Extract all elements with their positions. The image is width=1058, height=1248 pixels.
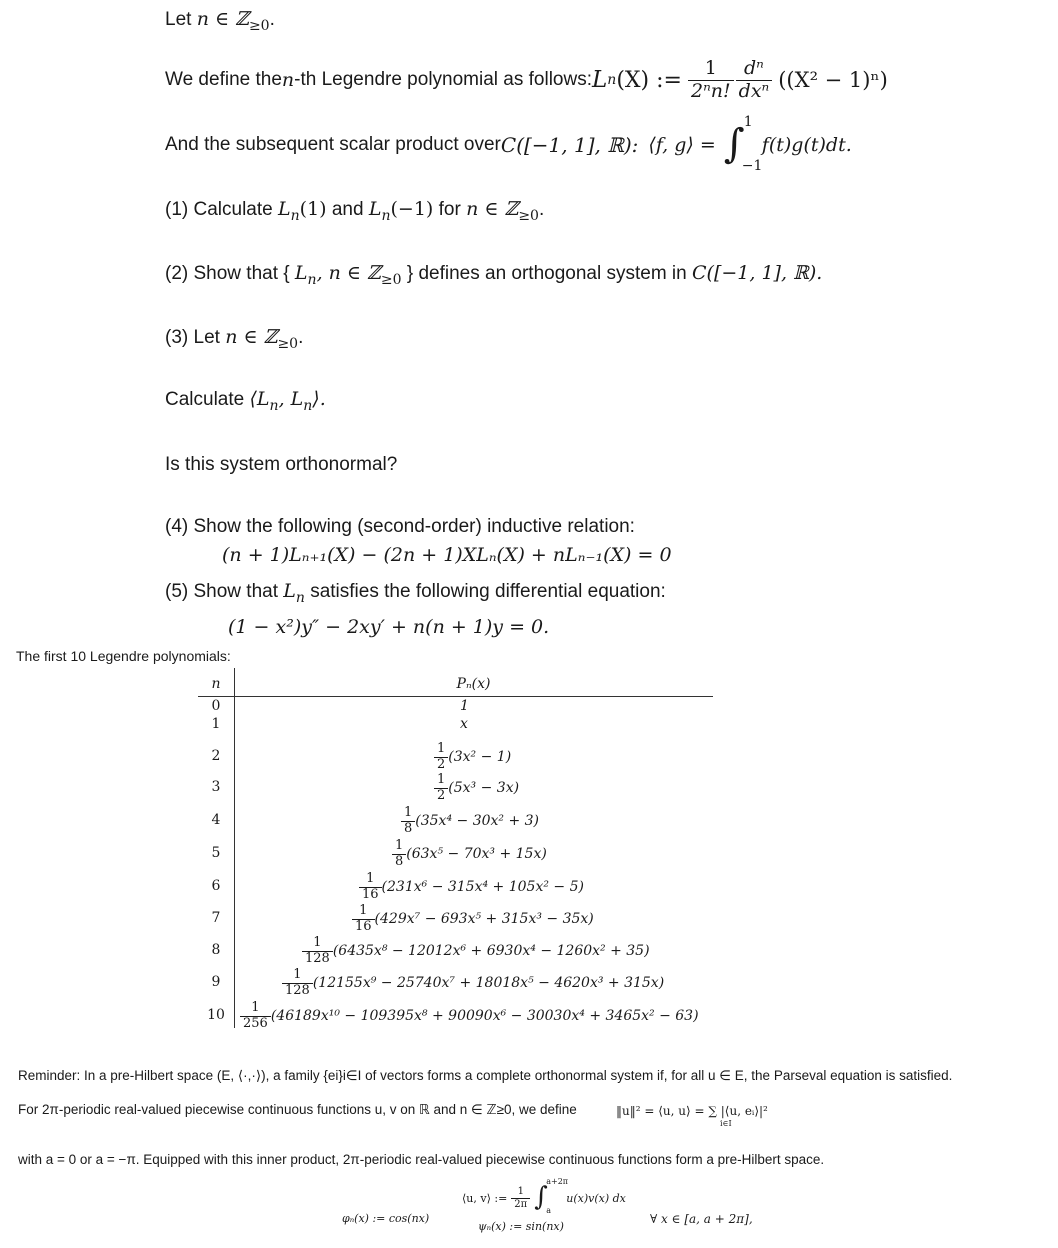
table-cell-polynomial [401, 806, 539, 837]
coefficient-fraction: $\frac{1}{2}$ [434, 773, 448, 804]
table-cell-polynomial [282, 968, 664, 999]
orthonormal-question: Is this system orthonormal? [165, 454, 398, 475]
coefficient-fraction: $\frac{1}{128}$ [302, 936, 333, 967]
reminder-line-1: Reminder: In a pre-Hilbert space (E, ⟨·,·⟩), a family {ei}i∈I of vectors forms a complete orthonormal system if, for all u ∈ E, the Parseval equation is satisfied. [18, 1068, 953, 1083]
table-cell-polynomial [434, 742, 511, 773]
table-cell-n: 1 [211, 716, 221, 732]
table-caption: The first 10 Legendre polynomials: [16, 648, 231, 664]
definition-fraction-1: $\frac{1}{\text{2ⁿn!}}$ [688, 58, 734, 103]
table-column-rule [234, 668, 235, 1028]
table-cell-n: 8 [211, 942, 221, 958]
polynomial-expression: (12155x⁹ − 25740x⁷ + 18018x⁵ − 4620x³ + 315x) [312, 975, 665, 992]
calculate-line: Calculate $⟨L_n$, $L_n⟩$. [165, 388, 326, 414]
coefficient-fraction: $\frac{1}{8}$ [401, 806, 415, 837]
coefficient-fraction: $\frac{1}{128}$ [282, 968, 313, 999]
table-header-p: Pₙ(x) [456, 676, 491, 692]
forall-condition: ∀ x ∈ [a, a + 2π], [650, 1212, 753, 1226]
polynomial-expression: (3x² − 1) [448, 749, 512, 766]
polynomial-expression: (231x⁶ − 315x⁴ + 105x² − 5) [381, 879, 584, 896]
polynomial-expression: (46189x¹⁰ − 109395x⁸ + 90090x⁶ − 30030x⁴ + 3465x² − 63) [270, 1008, 699, 1025]
table-cell-polynomial [359, 872, 584, 903]
reminder-line-3: with a = 0 or a = −π. Equipped with this inner product, 2π-periodic real-valued piecewise continuous functions form a pre-Hilbert space. [18, 1152, 825, 1167]
inner-product-formula: ⟨u, v⟩ := $\frac{1}{2\pi}$ ∫ a+2π a u(x)v(x) dx [462, 1177, 626, 1215]
table-cell-n: 3 [211, 779, 221, 795]
table-header-rule [198, 696, 713, 697]
table-cell-n: 4 [211, 812, 221, 828]
table-cell-polynomial [392, 839, 547, 870]
coefficient-fraction: $\frac{1}{2}$ [434, 742, 448, 773]
definition-line: We define the n -th Legendre polynomial as follows: L n (X) := $\frac{1}{\text{2ⁿn!}}$ $\frac{\text{dⁿ}}{\text{dxⁿ}}$ ((X² − 1)ⁿ) [165, 56, 888, 102]
integral-sign: ∫ 1 −1 [723, 114, 763, 174]
intro-line: Let n ∈ ℤ$_{\ge 0}$. [165, 8, 275, 34]
parseval-equation: ‖u‖² = ⟨u, u⟩ = ∑ |⟨u, eᵢ⟩|² i∈I [616, 1104, 768, 1128]
recurrence-equation: (n + 1)Lₙ₊₁(X) − (2n + 1)XLₙ(X) + nLₙ₋₁(X) = 0 [222, 544, 672, 566]
table-cell-n: 5 [211, 845, 221, 861]
reminder-line-2: For 2π-periodic real-valued piecewise continuous functions u, v on ℝ and n ∈ ℤ≥0, we define [18, 1102, 577, 1117]
table-cell-polynomial [352, 904, 594, 935]
phi-definition: φₙ(x) := cos(nx) [342, 1212, 430, 1225]
polynomial-expression: (6435x⁸ − 12012x⁶ + 6930x⁴ − 1260x² + 35) [332, 943, 650, 960]
table-header-n: n [211, 676, 221, 692]
question-2: (2) Show that { $L_n$, n ∈ ℤ$_{\ge 0}$ } defines an orthogonal system in C([−1, 1], ℝ). [165, 262, 823, 288]
polynomial-expression: (5x³ − 3x) [448, 780, 520, 797]
table-cell-n: 7 [211, 910, 221, 926]
table-cell-polynomial [460, 698, 469, 714]
question-1: (1) Calculate $L_n(1)$ and $L_n(-1)$ for n ∈ ℤ$_{\ge 0}$. [165, 198, 545, 224]
polynomial-expression: (429x⁷ − 693x⁵ + 315x³ − 35x) [374, 911, 594, 928]
table-cell-polynomial [434, 773, 519, 804]
table-cell-polynomial [302, 936, 650, 967]
polynomial-expression: x [460, 716, 468, 732]
legendre-table [198, 668, 713, 1031]
definition-fraction-2: $\frac{\text{dⁿ}}{\text{dxⁿ}}$ [736, 58, 773, 103]
polynomial-expression: (35x⁴ − 30x² + 3) [415, 813, 540, 830]
question-5: (5) Show that $L_n$ satisfies the following differential equation: [165, 580, 666, 606]
polynomial-expression: (63x⁵ − 70x³ + 15x) [406, 846, 547, 863]
scalar-product-line: And the subsequent scalar product over C([−1, 1], ℝ): ⟨f, g⟩ = ∫ 1 −1 f(t)g(t)dt. [165, 114, 852, 174]
polynomial-expression: 1 [460, 698, 469, 714]
table-cell-n: 9 [211, 974, 221, 990]
psi-definition: ψₙ(x) := sin(nx) [478, 1220, 564, 1233]
table-cell-n: 2 [211, 748, 221, 764]
table-cell-n: 6 [211, 878, 221, 894]
inner-integral-sign: ∫ a+2π a [534, 1177, 569, 1215]
question-4: (4) Show the following (second-order) inductive relation: [165, 516, 635, 537]
coefficient-fraction: $\frac{1}{8}$ [392, 839, 406, 870]
table-cell-n: 10 [207, 1007, 225, 1023]
differential-equation: (1 − x²)y″ − 2xy′ + n(n + 1)y = 0. [228, 616, 550, 638]
coefficient-fraction: $\frac{1}{16}$ [359, 872, 382, 903]
table-cell-polynomial [460, 716, 468, 732]
coefficient-fraction: $\frac{1}{256}$ [240, 1001, 271, 1032]
question-3: (3) Let n ∈ ℤ$_{\ge 0}$. [165, 326, 304, 352]
coefficient-fraction: $\frac{1}{16}$ [352, 904, 375, 935]
table-cell-n: 0 [211, 698, 221, 714]
table-cell-polynomial [240, 1001, 699, 1032]
